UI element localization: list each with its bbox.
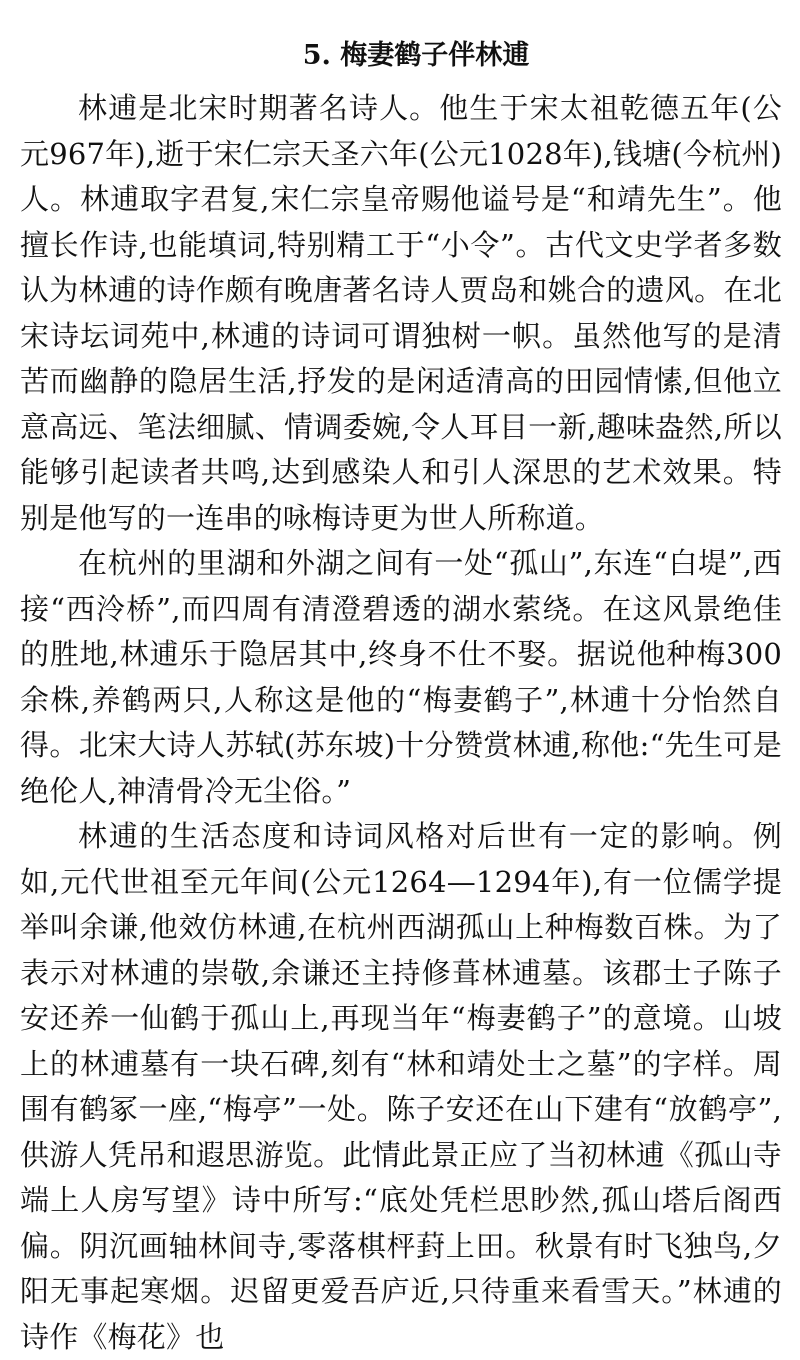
paragraph-1: 林逋是北宋时期著名诗人。他生于宋太祖乾德五年(公元967年),逝于宋仁宗天圣六年(公元1028年),钱塘(今杭州)人。林逋取字君复,宋仁宗皇帝赐他谥号是“和靖先生”。他擅长作诗,也能填词,特别精工于“小令”。古代文史学者多数认为林逋的诗作颇有晚唐著名诗人贾岛和姚合的遗风。在北宋诗坛词苑中,林逋的诗词可谓独树一帜。虽然他写的是清苦而幽静的隐居生活,抒发的是闲适清高的田园情愫,但他立意高远、笔法细腻、情调委婉,令人耳目一新,趣味盎然,所以能够引起读者共鸣,达到感染人和引人深思的艺术效果。特别是他写的一连串的咏梅诗更为世人所称道。 [20,91,782,535]
paragraph-2: 在杭州的里湖和外湖之间有一处“孤山”,东连“白堤”,西接“西泠桥”,而四周有清澄碧透的湖水萦绕。在这风景绝佳的胜地,林逋乐于隐居其中,终身不仕不娶。据说他种梅300余株,养鹤两只,人称这是他的“梅妻鹤子”,林逋十分怡然自得。北宋大诗人苏轼(苏东坡)十分赞赏林逋,称他:“先生可是绝伦人,神清骨冷无尘俗。” [20,546,782,808]
paragraph-3: 林逋的生活态度和诗词风格对后世有一定的影响。例如,元代世祖至元年间(公元1264—1294年),有一位儒学提举叫余谦,他效仿林逋,在杭州西湖孤山上种梅数百株。为了表示对林逋的崇敬,余谦还主持修葺林逋墓。该郡士子陈子安还养一仙鹤于孤山上,再现当年“梅妻鹤子”的意境。山坡上的林逋墓有一块石碑,刻有“林和靖处士之墓”的字样。周围有鹤冢一座,“梅亭”一处。陈子安还在山下建有“放鹤亭”,供游人凭吊和遐思游览。此情此景正应了当初林逋《孤山寺端上人房写望》诗中所写:“底处凭栏思眇然,孤山塔后阁西偏。阴沉画轴林间寺,零落棋枰葑上田。秋景有时飞独鸟,夕阳无事起寒烟。迟留更爱吾庐近,只待重来看雪天。”林逋的诗作《梅花》也 [20,819,782,1354]
section-title: 5. 梅妻鹤子伴林逋 [302,40,530,71]
